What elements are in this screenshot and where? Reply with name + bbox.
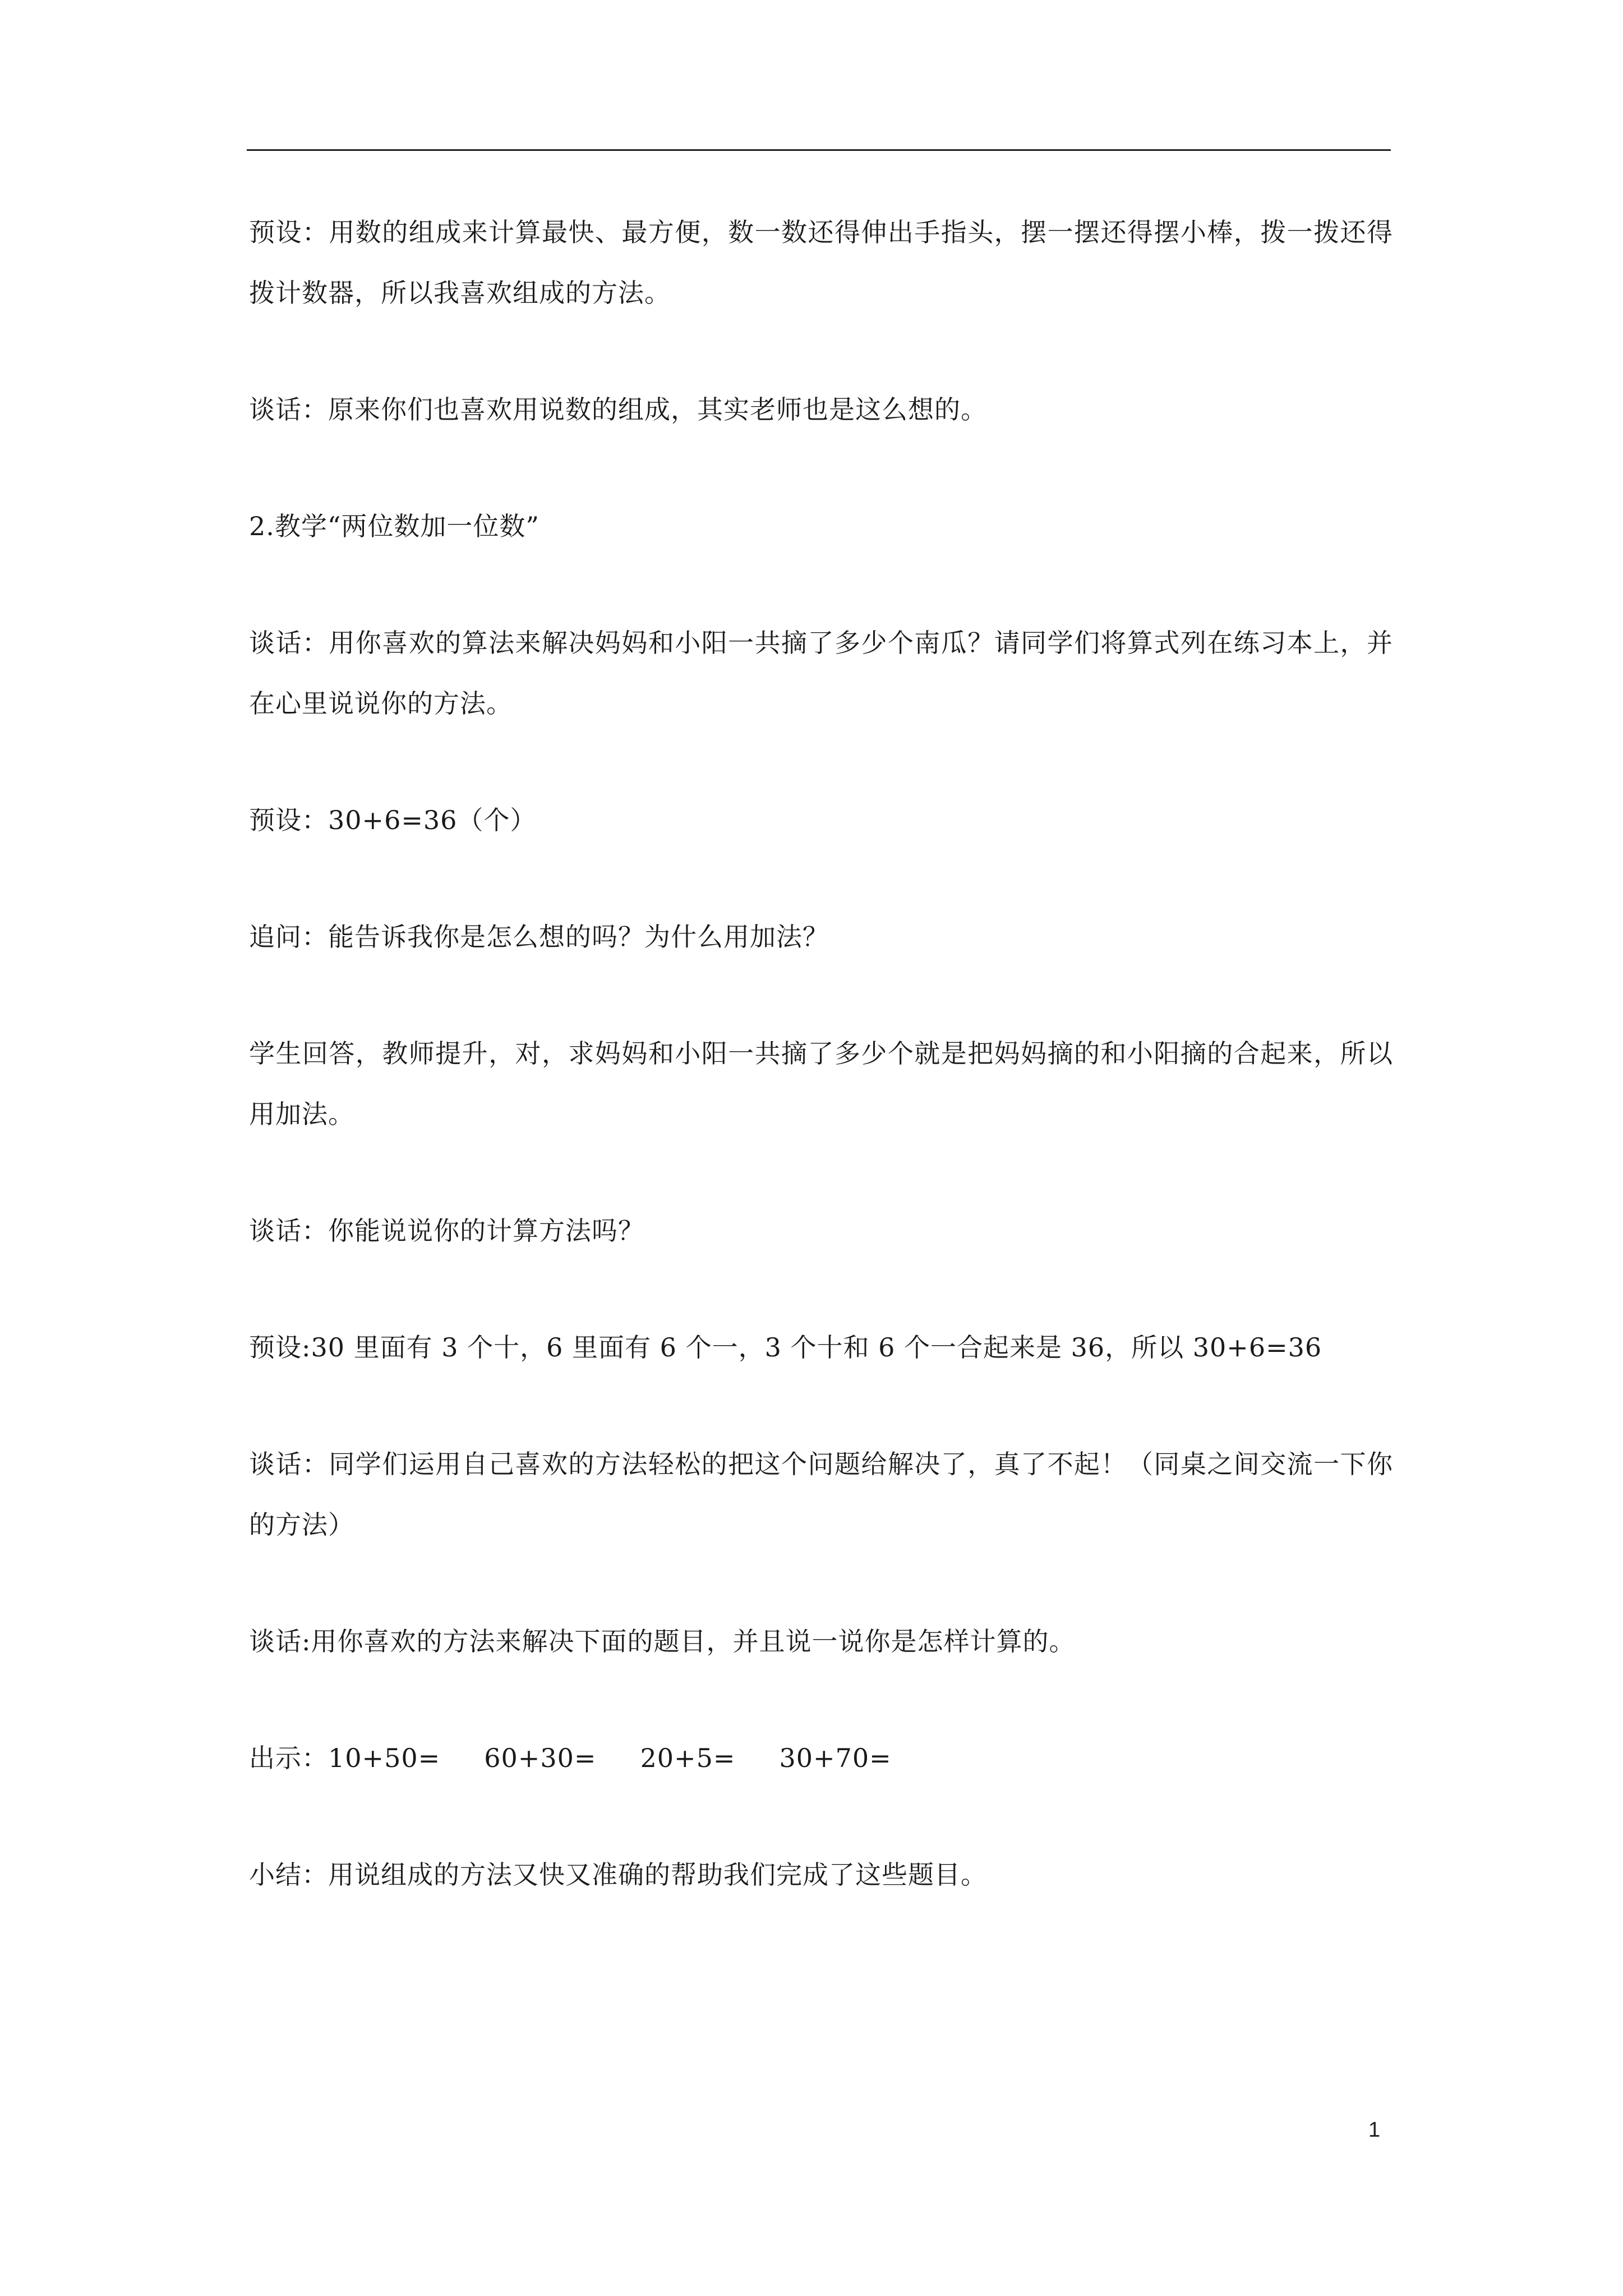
section-heading-two-digit-plus-one-digit: 2.教学“两位数加一位数” — [249, 511, 540, 541]
paragraph-student-answer: 学生回答，教师提升，对，求妈妈和小阳一共摘了多少个就是把妈妈摘的和小阳摘的合起来，所以用加法。 — [249, 1038, 1393, 1129]
paragraph-summary: 小结：用说组成的方法又快又准确的帮助我们完成了这些题目。 — [249, 1860, 987, 1890]
paragraph-talk-praise: 谈话：同学们运用自己喜欢的方法轻松的把这个问题给解决了，真了不起！（同桌之间交流一下你的方法） — [249, 1449, 1393, 1540]
paragraph-talk-teacher-agrees: 谈话：原来你们也喜欢用说数的组成，其实老师也是这么想的。 — [249, 394, 987, 425]
paragraph-talk-calculation-method: 谈话：你能说说你的计算方法吗？ — [249, 1216, 644, 1246]
paragraph-preset-equation: 预设：30+6=36（个） — [249, 805, 537, 835]
paragraph-follow-up-question: 追问：能告诉我你是怎么想的吗？为什么用加法？ — [249, 922, 829, 952]
page-number: 1 — [1368, 2118, 1381, 2142]
paragraph-preset-tens-and-ones: 预设:30 里面有 3 个十，6 里面有 6 个一，3 个十和 6 个一合起来是 36，所以 30+6=36 — [249, 1332, 1322, 1363]
document-body — [249, 202, 1393, 1961]
paragraph-talk-exercises: 谈话:用你喜欢的方法来解决下面的题目，并且说一说你是怎样计算的。 — [249, 1626, 1076, 1657]
paragraph-show-exercises: 出示：10+50= 60+30= 20+5= 30+70= — [249, 1743, 892, 1773]
paragraph-preset-composition: 预设：用数的组成来计算最快、最方便，数一数还得伸出手指头，摆一摆还得摆小棒，拨一拨还得拨计数器，所以我喜欢组成的方法。 — [249, 217, 1393, 308]
header-rule — [247, 149, 1391, 151]
paragraph-talk-pumpkin-problem: 谈话：用你喜欢的算法来解决妈妈和小阳一共摘了多少个南瓜？请同学们将算式列在练习本上，并在心里说说你的方法。 — [249, 628, 1393, 719]
